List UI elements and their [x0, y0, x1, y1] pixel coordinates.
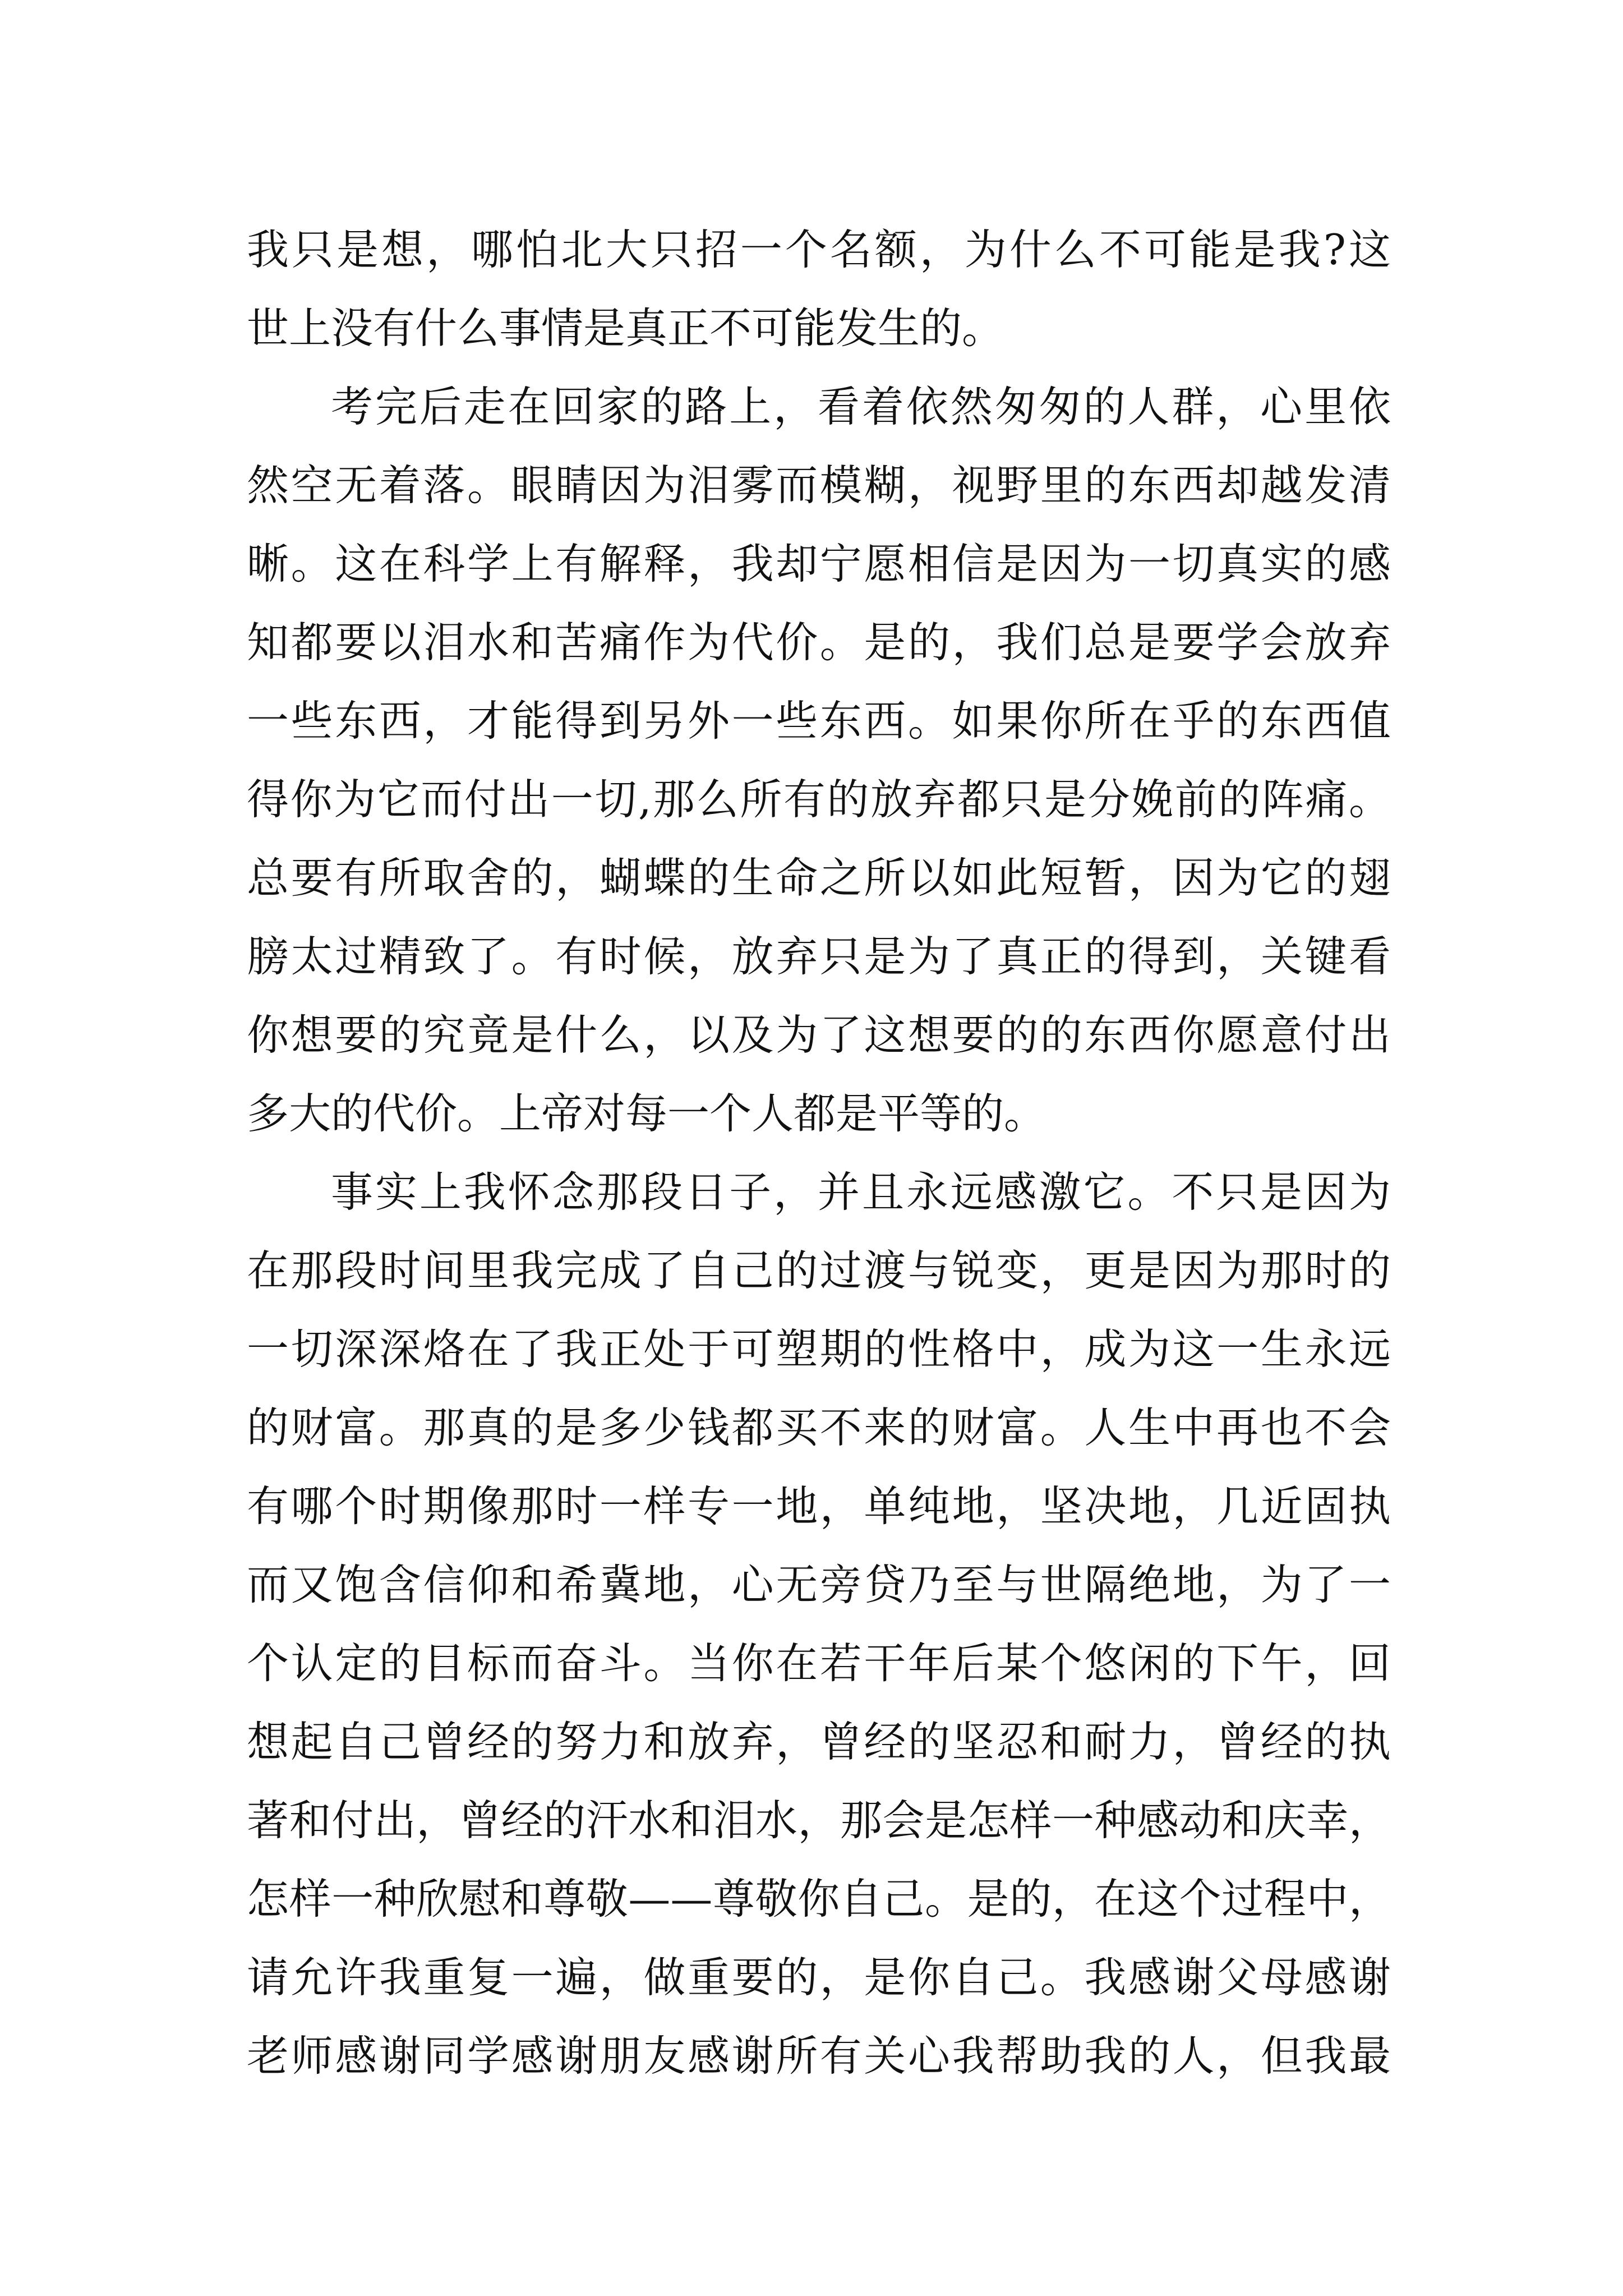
text-line: 怎样一种欣慰和尊敬——尊敬你自己。是的，在这个过程中，	[247, 1874, 1391, 1924]
text-line: 老师感谢同学感谢朋友感谢所有关心我帮助我的人，但我最	[247, 2031, 1391, 2081]
text-line: 而又饱含信仰和希冀地，心无旁贷乃至与世隔绝地，为了一	[247, 1560, 1391, 1609]
text-line: 著和付出，曾经的汗水和泪水，那会是怎样一种感动和庆幸，	[247, 1796, 1391, 1845]
text-line: 多大的代价。上帝对每一个人都是平等的。	[247, 1089, 1046, 1138]
text-line: 总要有所取舍的，蝴蝶的生命之所以如此短暂，因为它的翅	[247, 853, 1391, 903]
text-line: 请允许我重复一遍，做重要的，是你自己。我感谢父母感谢	[247, 1953, 1391, 2002]
text-line: 想起自己曾经的努力和放弃，曾经的坚忍和耐力，曾经的执	[247, 1717, 1391, 1766]
text-line: 有哪个时期像那时一样专一地，单纯地，坚决地，几近固执	[247, 1481, 1391, 1531]
text-line: 在那段时间里我完成了自己的过渡与锐变，更是因为那时的	[247, 1246, 1391, 1295]
text-line: 个认定的目标而奋斗。当你在若干年后某个悠闲的下午，回	[247, 1639, 1391, 1688]
text-line: 我只是想，哪怕北大只招一个名额，为什么不可能是我?这	[247, 225, 1391, 274]
text-line: 晰。这在科学上有解释，我却宁愿相信是因为一切真实的感	[247, 539, 1391, 588]
text-line: 得你为它而付出一切,那么所有的放弃都只是分娩前的阵痛。	[247, 775, 1391, 824]
document-body	[247, 210, 1391, 2095]
text-line: 一切深深烙在了我正处于可塑期的性格中，成为这一生永远	[247, 1324, 1391, 1374]
text-line: 世上没有什么事情是真正不可能发生的。	[247, 303, 1004, 353]
text-line: 的财富。那真的是多少钱都买不来的财富。人生中再也不会	[247, 1403, 1391, 1452]
text-line: 知都要以泪水和苦痛作为代价。是的，我们总是要学会放弃	[247, 618, 1391, 667]
text-line: 膀太过精致了。有时候，放弃只是为了真正的得到，关键看	[247, 932, 1391, 981]
text-line: 你想要的究竟是什么，以及为了这想要的的东西你愿意付出	[247, 1010, 1391, 1060]
text-line: 事实上我怀念那段日子，并且永远感激它。不只是因为	[331, 1167, 1391, 1217]
text-line: 考完后走在回家的路上，看着依然匆匆的人群，心里依	[331, 382, 1391, 431]
text-line: 然空无着落。眼睛因为泪雾而模糊，视野里的东西却越发清	[247, 461, 1391, 510]
text-line: 一些东西，才能得到另外一些东西。如果你所在乎的东西值	[247, 696, 1391, 746]
